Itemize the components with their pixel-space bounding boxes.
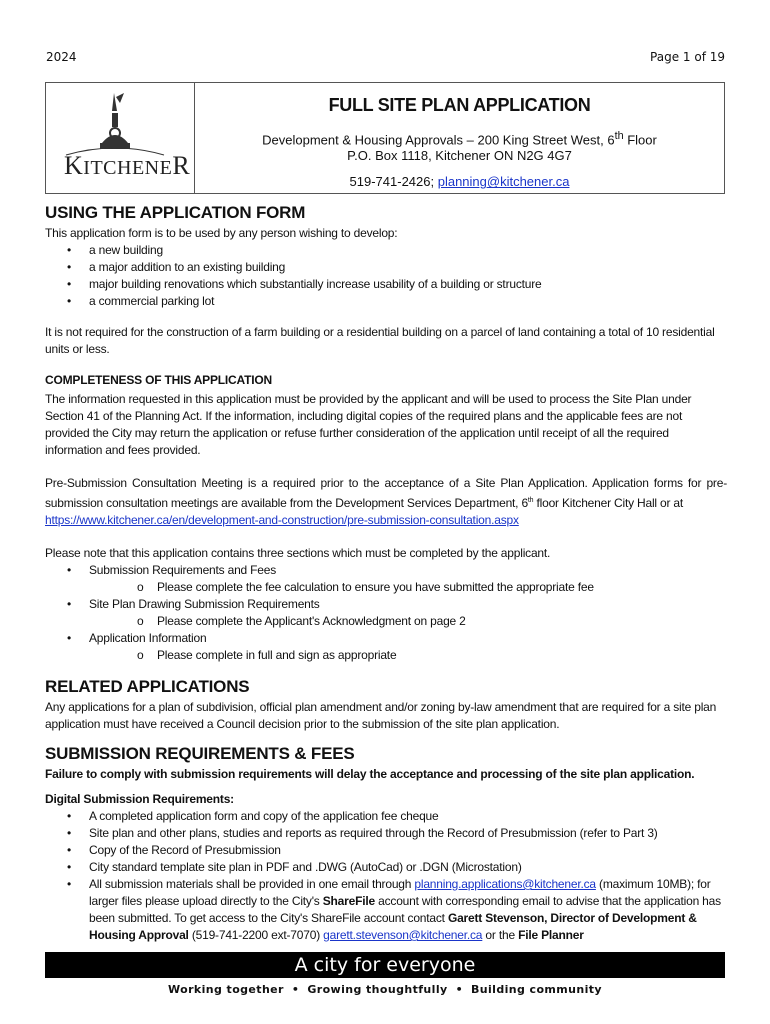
section-heading-submission: SUBMISSION REQUIREMENTS & FEES (45, 744, 355, 763)
title-area (195, 83, 724, 193)
list-item: • Submission Requirements and Fees (45, 562, 727, 579)
footer-banner: A city for everyone (45, 952, 725, 978)
completeness-para1: The information requested in this application must be provided by the applicant and will be used to process the Site Plan under Section 41 of the Planning Act. If the information, including digital copies of the required plans and the applicable fees are not provided the City may return the application or refuse further consideration of the application until receipt of all the required information and fees provided. (45, 392, 692, 457)
list-item: • Site Plan Drawing Submission Requirements (45, 596, 727, 613)
list-item: • a major addition to an existing building (45, 259, 727, 276)
header-year: 2024 (46, 50, 77, 64)
completeness-para3: Please note that this application contains three sections which must be completed by the applicant. (45, 546, 551, 560)
kitchener-logo (46, 83, 195, 193)
submission-warning: Failure to comply with submission requirements will delay the acceptance and processing of the site plan application. (45, 767, 695, 781)
list-item: • Application Information (45, 630, 727, 647)
logo-wordmark: KITCHENER (64, 151, 191, 180)
stevenson-email-link[interactable]: garett.stevenson@kitchener.ca (323, 928, 483, 942)
completeness-para2: Pre-Submission Consultation Meeting is a required prior to the acceptance of a Site Plan Application. Application forms for pre-submission consultation meetings are available from the Development Services Department, 6th floor Kitchener City Hall or at https://www.kitchener.ca/en/development-and-construction/pre-submission-consultation.aspx (45, 476, 727, 527)
list-item: • major building renovations which substantially increase usability of a building or structure (45, 276, 727, 293)
page-number: Page 1 of 19 (650, 50, 725, 64)
address: Development & Housing Approvals – 200 King Street West, 6th Floor P.O. Box 1118, Kitchener ON N2G 4G7 (262, 130, 657, 164)
section-heading-using: USING THE APPLICATION FORM (45, 203, 306, 222)
main-content (45, 200, 727, 944)
using-list (45, 242, 727, 310)
planning-email-link[interactable]: planning@kitchener.ca (437, 174, 570, 190)
title-box (45, 82, 725, 194)
section-heading-related: RELATED APPLICATIONS (45, 677, 250, 696)
sub-list-item: o Please complete the fee calculation to ensure you have submitted the appropriate fee (45, 579, 727, 596)
document-title: FULL SITE PLAN APPLICATION (328, 95, 591, 115)
applications-email-link[interactable]: planning.applications@kitchener.ca (414, 877, 596, 891)
list-item: • a commercial parking lot (45, 293, 727, 310)
sub-list-item: o Please complete the Applicant's Acknowledgment on page 2 (45, 613, 727, 630)
sections-list (45, 562, 727, 664)
section-heading-completeness: COMPLETENESS OF THIS APPLICATION (45, 373, 272, 387)
using-intro: This application form is to be used by any person wishing to develop: (45, 226, 398, 240)
digital-heading: Digital Submission Requirements: (45, 792, 234, 806)
contact-line: 519-741-2426; planning@kitchener.ca (349, 174, 570, 190)
list-item: • All submission materials shall be provided in one email through planning.applications@kitchener.ca (maximum 10MB); for larger files please upload directly to the City's ShareFile account with corresponding email to advise that the application has been submitted. To get access to the City's ShareFile account contact Garett Stevenson, Director of Development & Housing Approval (519-741-2200 ext-7070) garett.stevenson@kitchener.ca or the File Planner (45, 876, 727, 944)
using-note: It is not required for the construction of a farm building or a residential building on a parcel of land containing a total of 10 residential units or less. (45, 325, 715, 356)
footer-tagline: Working together • Growing thoughtfully • Building community (168, 983, 602, 996)
pre-submission-link[interactable]: https://www.kitchener.ca/en/development-and-construction/pre-submission-consultation.aspx (45, 513, 519, 527)
list-item: • Site plan and other plans, studies and reports as required through the Record of Presubmission (refer to Part 3) (45, 825, 727, 842)
list-item: • a new building (45, 242, 727, 259)
sub-list-item: o Please complete in full and sign as appropriate (45, 647, 727, 664)
list-item: • City standard template site plan in PDF and .DWG (AutoCad) or .DGN (Microstation) (45, 859, 727, 876)
related-text: Any applications for a plan of subdivision, official plan amendment and/or zoning by-law amendment that are required for a site plan application must have received a Council decision prior to the submission of the site plan application. (45, 700, 717, 731)
submission-list (45, 808, 727, 944)
list-item: • Copy of the Record of Presubmission (45, 842, 727, 859)
list-item: • A completed application form and copy of the application fee cheque (45, 808, 727, 825)
